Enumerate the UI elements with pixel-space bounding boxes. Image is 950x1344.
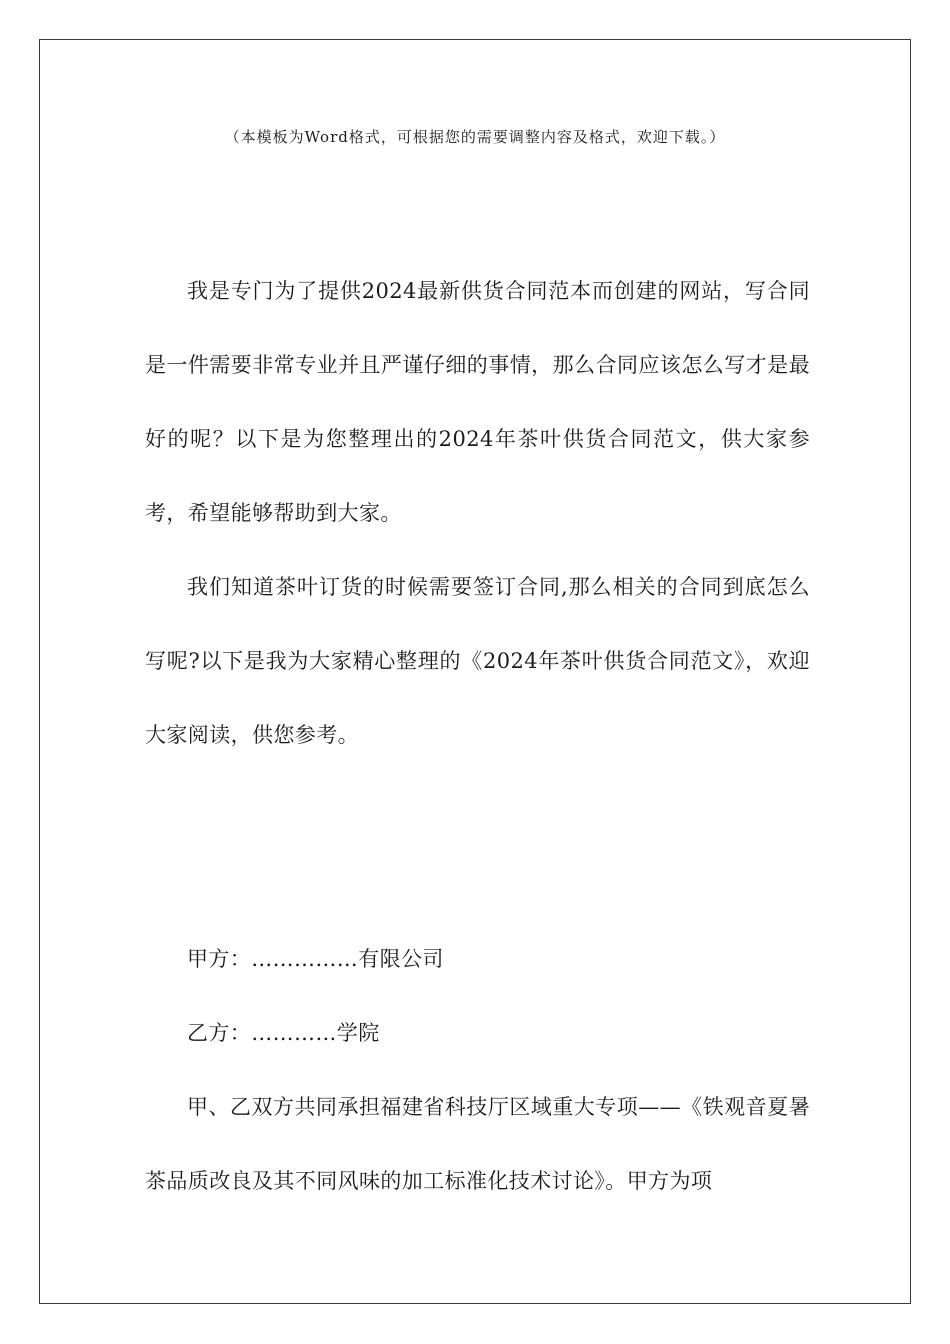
intro-section xyxy=(145,254,810,772)
template-format-note: （本模板为Word格式，可根据您的需要调整内容及格式，欢迎下载。） xyxy=(224,128,726,146)
contract-paragraph: 甲、乙双方共同承担福建省科技厅区域重大专项——《铁观音夏暑茶品质改良及其不同风味的加工标准化技术讨论》。甲方为项 xyxy=(145,1095,810,1193)
intro-paragraph: 我们知道茶叶订货的时候需要签订合同,那么相关的合同到底怎么写呢?以下是我为大家精心整理的《2024年茶叶供货合同范文》，欢迎大家阅读，供您参考。 xyxy=(145,575,810,747)
party-b-line: 乙方：…………学院 xyxy=(187,1021,380,1045)
intro-paragraph: 我是专门为了提供2024最新供货合同范本而创建的网站，写合同是一件需要非常专业并且严谨仔细的事情，那么合同应该怎么写才是最好的呢？以下是为您整理出的2024年茶叶供货合同范文，供大家参考，希望能够帮助到大家。 xyxy=(145,279,810,525)
contract-section xyxy=(145,922,810,1218)
party-a-line: 甲方：……………有限公司 xyxy=(187,947,444,971)
